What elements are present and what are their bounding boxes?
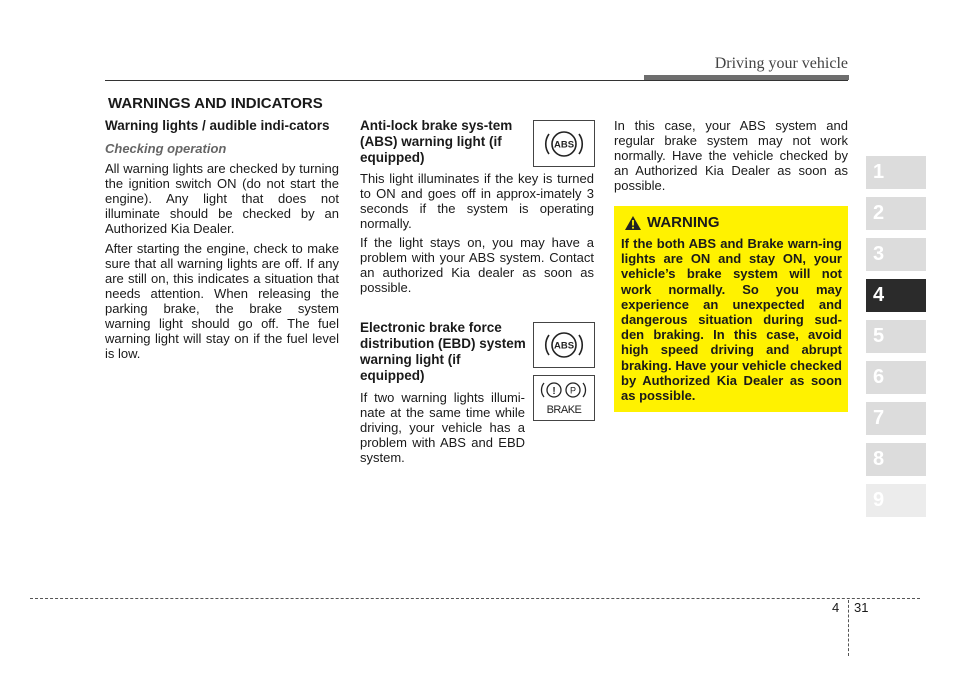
brake-icon <box>536 377 592 419</box>
paragraph: If two warning lights illumi-nate at the same time while driving, your vehicle has a problem with ABS and EBD system. <box>360 390 525 465</box>
column-1 <box>105 118 339 361</box>
footer-divider <box>848 600 849 656</box>
ebd-warning-heading: Electronic brake force distribution (EBD) system warning light (if equipped) <box>360 320 526 383</box>
checking-operation-subheading: Checking operation <box>105 141 227 156</box>
footer-page-number: 31 <box>854 600 869 615</box>
brake-warning-light-icon <box>533 375 595 421</box>
warning-title <box>624 214 720 231</box>
svg-text:!: ! <box>552 386 556 397</box>
chapter-tab-3[interactable]: 3 <box>866 238 926 271</box>
chapter-tab-2[interactable]: 2 <box>866 197 926 230</box>
warning-body: If the both ABS and Brake warn-ing lights are ON and stay ON, your vehicle’s brake system will not work normally. So you may experience an unexpected and dangerous situation during sud-den braking. In this case, avoid high speed driving and abrupt braking. Have your vehicle checked by Authorized Kia Dealer as soon as possible. <box>621 236 842 404</box>
ebd-body <box>360 390 525 465</box>
chapter-tab-8[interactable]: 8 <box>866 443 926 476</box>
warning-triangle-icon <box>624 215 642 231</box>
warning-lights-heading: Warning lights / audible indi-cators <box>105 118 330 133</box>
abs-warning-heading: Anti-lock brake sys-tem (ABS) warning light (if equipped) <box>360 118 513 165</box>
chapter-tab-9[interactable]: 9 <box>866 484 926 517</box>
abs-icon <box>542 328 586 362</box>
abs-heading-block <box>360 118 520 166</box>
paragraph: After starting the engine, check to make sure that all warning lights are off. If any are still on, this indicates a situation that needs attention. When releasing the parking brake, the brake system warning light should go off. The fuel warning light will stay on if the fuel level is low. <box>105 241 339 361</box>
ebd-abs-light-icon <box>533 322 595 368</box>
warning-box <box>614 206 848 412</box>
footer-chapter-number: 4 <box>832 600 840 615</box>
section-title: WARNINGS AND INDICATORS <box>108 95 323 112</box>
parking-p-text: P <box>569 385 577 396</box>
footer-rule <box>30 598 920 599</box>
paragraph: This light illuminates if the key is turned to ON and goes off in approx-imately 3 seconds if the system is operating normally. <box>360 171 594 231</box>
chapter-tab-5[interactable]: 5 <box>866 320 926 353</box>
brake-text: BRAKE <box>546 404 582 416</box>
column-3 <box>614 118 848 193</box>
ebd-heading-block <box>360 320 528 384</box>
paragraph: All warning lights are checked by turning the ignition switch ON (do not start the engine). Any light that does not illuminate should be checked by an Authorized Kia Dealer. <box>105 161 339 236</box>
abs-icon-text: ABS <box>553 340 575 352</box>
abs-body <box>360 171 594 295</box>
abs-icon <box>542 127 586 161</box>
chapter-tab-6[interactable]: 6 <box>866 361 926 394</box>
chapter-tab-4[interactable]: 4 <box>866 279 926 312</box>
running-header: Driving your vehicle <box>714 55 848 72</box>
abs-icon-text: ABS <box>553 139 575 150</box>
abs-warning-light-icon <box>533 120 595 167</box>
paragraph: In this case, your ABS system and regular brake system may not work normally. Have the vehicle checked by an Authorized Kia Dealer as soon as possible. <box>614 118 848 193</box>
paragraph: If the light stays on, you may have a problem with your ABS system. Contact an authorized Kia dealer as soon as possible. <box>360 235 594 295</box>
warning-title-text: WARNING <box>647 214 720 231</box>
chapter-tab-1[interactable]: 1 <box>866 156 926 189</box>
header-rule <box>105 80 848 81</box>
chapter-tab-7[interactable]: 7 <box>866 402 926 435</box>
